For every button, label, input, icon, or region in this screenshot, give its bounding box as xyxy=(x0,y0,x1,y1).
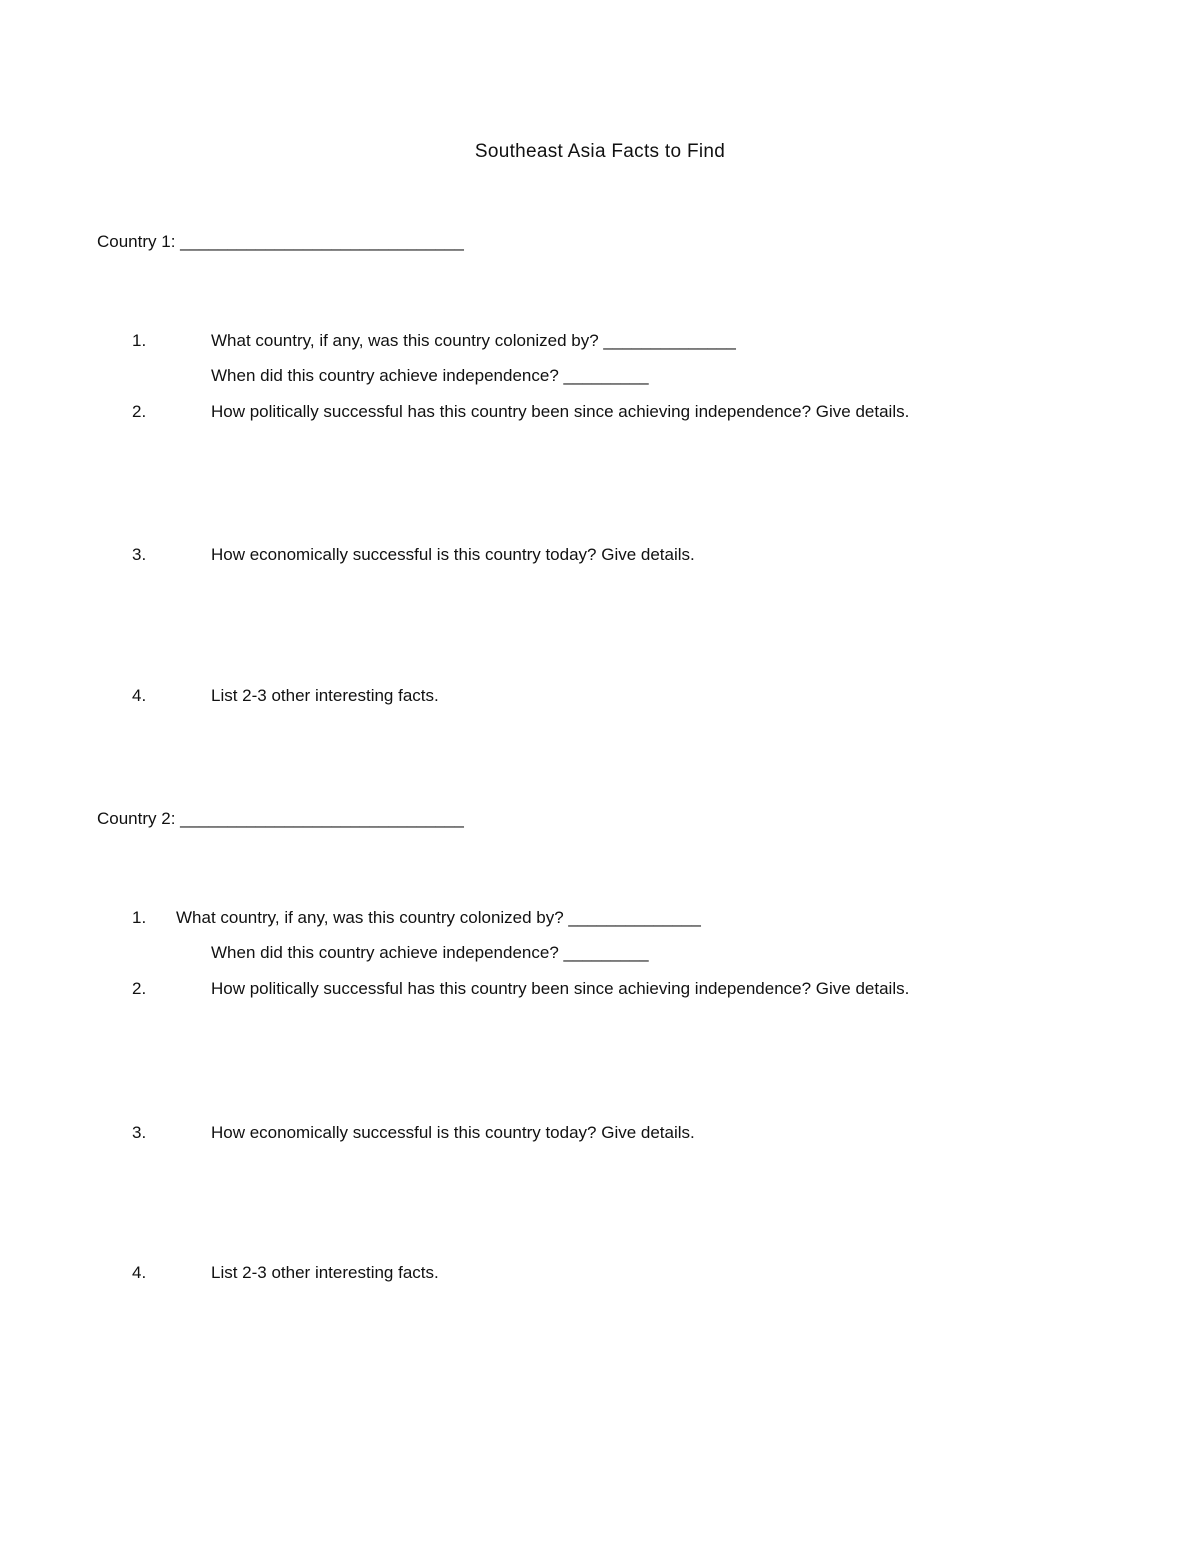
s2-q3-text: How economically successful is this country today? Give details. xyxy=(211,1123,695,1142)
s1-q3-number: 3. xyxy=(132,545,147,564)
s1-q4-text: List 2-3 other interesting facts. xyxy=(211,686,439,705)
s1-q1b-text: When did this country achieve independence? _________ xyxy=(211,366,649,385)
s1-q1-text: What country, if any, was this country colonized by? ______________ xyxy=(211,331,736,350)
country-2-label: Country 2: ______________________________ xyxy=(97,809,464,828)
s1-q4-number: 4. xyxy=(132,686,147,705)
page-title: Southeast Asia Facts to Find xyxy=(474,141,726,162)
s2-q2-number: 2. xyxy=(132,979,147,998)
country-1-label: Country 1: ______________________________ xyxy=(97,232,464,251)
s1-q1-number: 1. xyxy=(132,331,147,350)
s2-q4-text: List 2-3 other interesting facts. xyxy=(211,1263,439,1282)
s1-q3-text: How economically successful is this country today? Give details. xyxy=(211,545,695,564)
s2-q1b-text: When did this country achieve independence? _________ xyxy=(211,943,649,962)
s1-q2-text: How politically successful has this country been since achieving independence? Give details. xyxy=(211,402,910,421)
s2-q1-text: What country, if any, was this country colonized by? ______________ xyxy=(176,908,701,927)
s2-q3-number: 3. xyxy=(132,1123,147,1142)
s2-q4-number: 4. xyxy=(132,1263,147,1282)
s2-q2-text: How politically successful has this country been since achieving independence? Give details. xyxy=(211,979,910,998)
s2-q1-number: 1. xyxy=(132,908,147,927)
s1-q2-number: 2. xyxy=(132,402,147,421)
